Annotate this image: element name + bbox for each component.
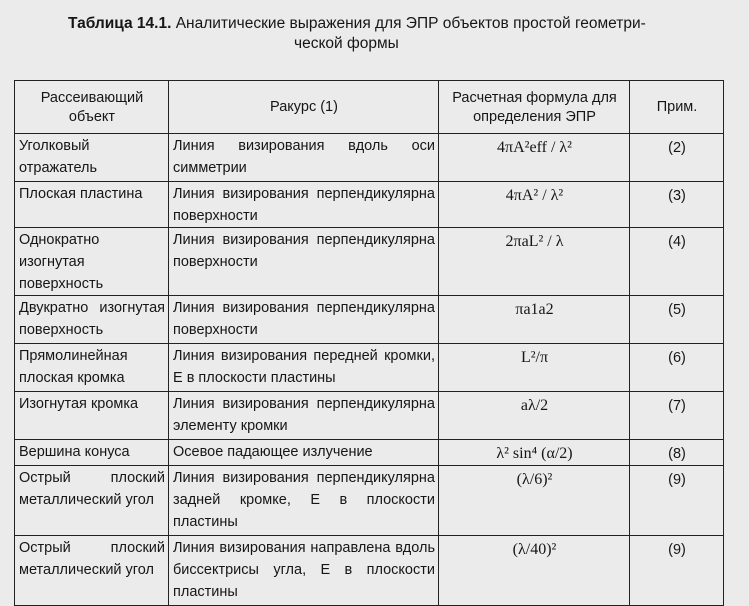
cell-formula: (λ/6)²	[439, 466, 630, 536]
cell-view: Линия визирования перпендикулярна поверхности	[169, 296, 439, 344]
cell-formula: 2πaL² / λ	[439, 228, 630, 296]
header-formula: Расчетная формула для определения ЭПР	[439, 81, 630, 134]
cell-view: Линия визирования перпендикулярна поверхности	[169, 228, 439, 296]
cell-note: (2)	[630, 134, 724, 182]
table-row	[15, 440, 724, 466]
table-row	[15, 392, 724, 440]
cell-note: (7)	[630, 392, 724, 440]
table-row	[15, 344, 724, 392]
cell-formula: πa1a2	[439, 296, 630, 344]
header-view: Ракурс (1)	[169, 81, 439, 134]
cell-object: Двукратно изогнутая поверхность	[15, 296, 169, 344]
table-row	[15, 182, 724, 228]
cell-note: (8)	[630, 440, 724, 466]
header-note: Прим.	[630, 81, 724, 134]
cell-object: Острый плоский металлический угол	[15, 466, 169, 536]
cell-note: (6)	[630, 344, 724, 392]
cell-object: Уголковый отражатель	[15, 134, 169, 182]
cell-note: (5)	[630, 296, 724, 344]
cell-object: Прямолинейная плоская кромка	[15, 344, 169, 392]
rcs-formula-table	[14, 80, 724, 606]
table-caption	[68, 14, 718, 54]
cell-object: Острый плоский металлический угол	[15, 536, 169, 606]
caption-text-line2: ческой формы	[294, 35, 399, 52]
cell-formula: L²/π	[439, 344, 630, 392]
cell-object: Изогнутая кромка	[15, 392, 169, 440]
table-row	[15, 134, 724, 182]
cell-note: (3)	[630, 182, 724, 228]
cell-view: Линия визирования вдоль оси симметрии	[169, 134, 439, 182]
cell-note: (9)	[630, 536, 724, 606]
cell-view: Осевое падающее излучение	[169, 440, 439, 466]
cell-view: Линия визирования перпендикулярна элементу кромки	[169, 392, 439, 440]
cell-formula: 4πA²eff / λ²	[439, 134, 630, 182]
cell-view: Линия визирования перпендикулярна задней кромке, E в плоскости пластины	[169, 466, 439, 536]
cell-formula: λ² sin⁴ (α/2)	[439, 440, 630, 466]
cell-view: Линия визирования перпендикулярна поверхности	[169, 182, 439, 228]
table-row	[15, 466, 724, 536]
cell-object: Вершина конуса	[15, 440, 169, 466]
cell-view: Линия визирования направлена вдоль биссектрисы угла, E в плоскости пластины	[169, 536, 439, 606]
cell-formula: aλ/2	[439, 392, 630, 440]
caption-text-line1: Аналитические выражения для ЭПР объектов простой геометри-	[175, 15, 646, 32]
cell-object: Однократно изогнутая поверхность	[15, 228, 169, 296]
table-row	[15, 296, 724, 344]
cell-formula: 4πA² / λ²	[439, 182, 630, 228]
cell-formula: (λ/40)²	[439, 536, 630, 606]
cell-note: (9)	[630, 466, 724, 536]
cell-note: (4)	[630, 228, 724, 296]
table-row	[15, 228, 724, 296]
cell-view: Линия визирования передней кромки, E в плоскости пластины	[169, 344, 439, 392]
cell-object: Плоская пластина	[15, 182, 169, 228]
table-header-row	[15, 81, 724, 134]
table-row	[15, 536, 724, 606]
table-number: Таблица 14.1.	[68, 15, 172, 32]
header-object: Рассеивающий объект	[15, 81, 169, 134]
